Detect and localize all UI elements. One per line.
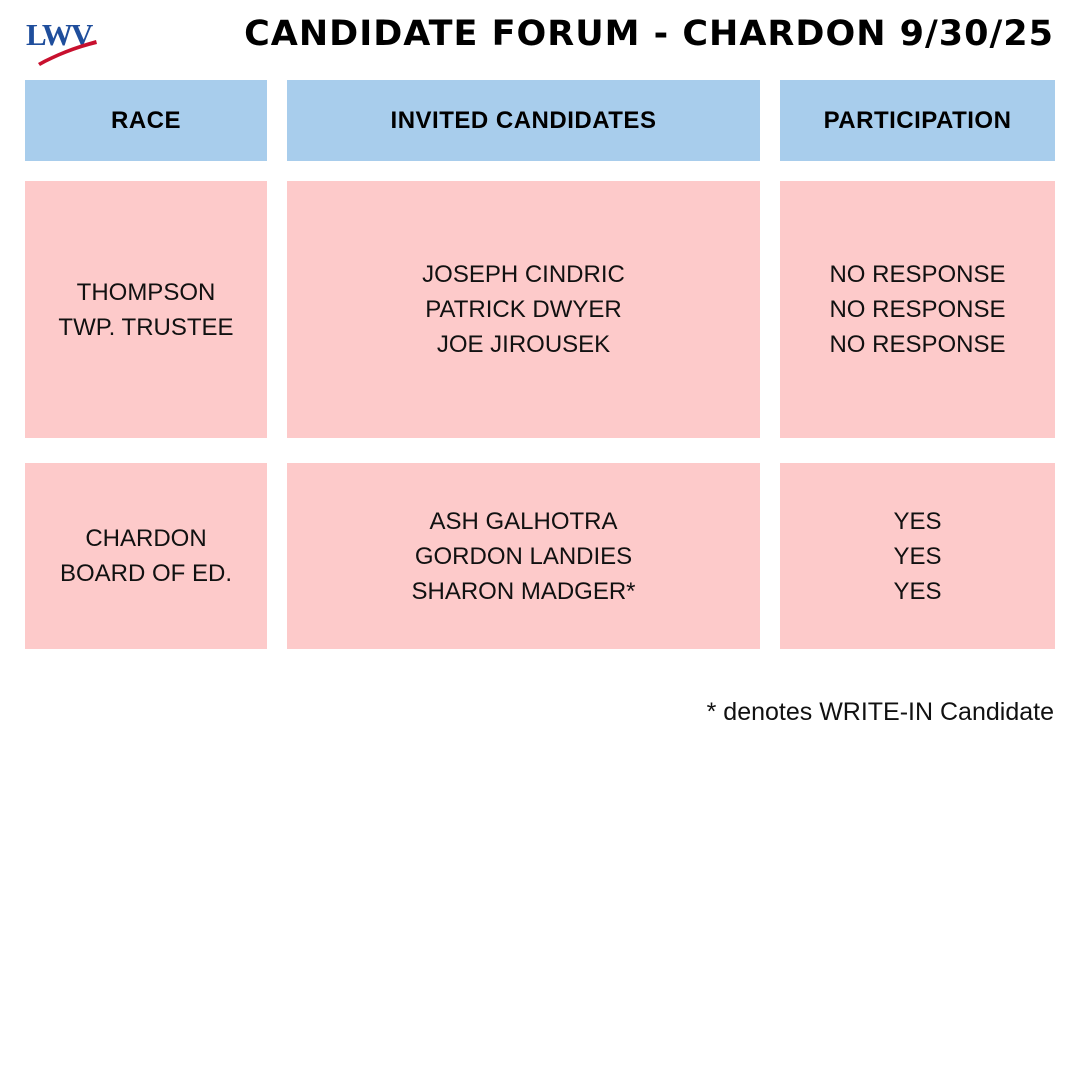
race-line: CHARDON: [85, 525, 207, 552]
header-candidates-label: INVITED CANDIDATES: [390, 106, 657, 134]
candidate-name: JOE JIROUSEK: [436, 331, 611, 358]
write-in-footnote: * denotes WRITE-IN Candidate: [706, 698, 1054, 726]
participation-cell-thompson: [780, 181, 1055, 438]
participation-status: YES: [893, 542, 942, 570]
candidate-name: ASH GALHOTRA: [429, 507, 618, 535]
header-participation-label: PARTICIPATION: [823, 106, 1012, 134]
race-line: THOMPSON: [76, 278, 216, 306]
header-invited-candidates: [287, 80, 760, 161]
candidates-cell-thompson: [287, 181, 760, 438]
header-participation: [780, 80, 1055, 161]
header-race: [25, 80, 267, 161]
logo-text: LWV: [26, 17, 92, 52]
lwv-logo: [24, 16, 100, 68]
participation-status: NO RESPONSE: [829, 331, 1006, 358]
participation-status: YES: [893, 507, 942, 535]
race-line: BOARD OF ED.: [59, 560, 233, 587]
candidate-name: SHARON MADGER*: [411, 577, 636, 605]
page-title: CANDIDATE FORUM - CHARDON 9/30/25: [244, 14, 1054, 54]
candidate-name: JOSEPH CINDRIC: [422, 261, 625, 288]
candidate-name: GORDON LANDIES: [414, 542, 633, 570]
participation-status: NO RESPONSE: [829, 261, 1006, 288]
participation-status: NO RESPONSE: [829, 296, 1006, 323]
race-line: TWP. TRUSTEE: [58, 313, 234, 341]
race-cell-thompson: [25, 181, 267, 438]
participation-status: YES: [893, 577, 942, 605]
header-race-label: RACE: [110, 106, 181, 134]
participation-cell-chardon: [780, 463, 1055, 649]
race-cell-chardon: [25, 463, 267, 649]
lwv-swoosh-icon: [24, 16, 100, 68]
candidate-name: PATRICK DWYER: [425, 296, 622, 323]
candidates-cell-chardon: [287, 463, 760, 649]
